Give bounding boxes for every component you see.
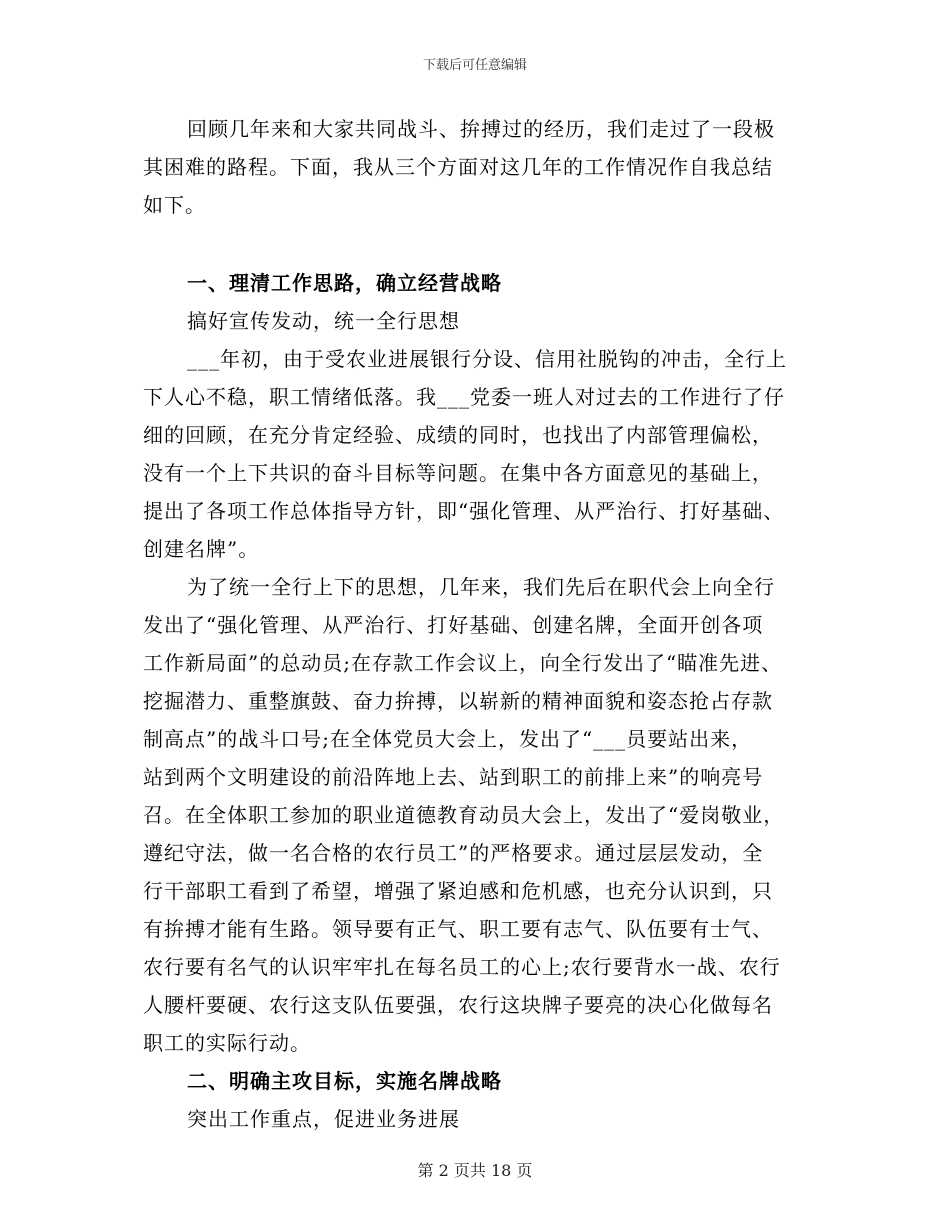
text-line: 行干部职工看到了希望，增强了紧迫感和危机感，也充分认识到，只 [143, 879, 773, 903]
text-line: 挖掘潜力、重整旗鼓、奋力拚搏，以崭新的精神面貌和姿态抢占存款 [143, 689, 773, 713]
text-line: ___年初，由于受农业进展银行分设、信用社脱钩的冲击，全行上 [187, 347, 787, 371]
text-line: 如下。 [143, 193, 206, 217]
text-line: 遵纪守法，做一名合格的农行员工”的严格要求。通过层层发动，全 [143, 841, 764, 865]
page-header: 下载后可任意编辑 [422, 58, 527, 73]
paragraph-gap [143, 224, 815, 264]
text-line: 细的回顾，在充分肯定经验、成绩的同时，也找出了内部管理偏松， [143, 423, 773, 447]
text-line: 制高点”的战斗口号;在全体党员大会上，发出了“___员要站出来， [143, 727, 753, 751]
text-line: 没有一个上下共识的奋斗目标等问题。在集中各方面意见的基础上， [143, 461, 773, 485]
text-line: 提出了各项工作总体指导方针，即“强化管理、从严治行、打好基础、 [143, 499, 785, 523]
text-line: 突出工作重点，促进业务进展 [187, 1107, 460, 1131]
text-line: 人腰杆要硬、农行这支队伍要强，农行这块牌子要亮的决心化做每名 [143, 993, 773, 1017]
document-body [143, 110, 815, 1138]
text-line: 有拚搏才能有生路。领导要有正气、职工要有志气、队伍要有士气、 [143, 917, 773, 941]
text-line: 工作新局面”的总动员;在存款工作会议上，向全行发出了“瞄准先进、 [143, 651, 783, 675]
text-line: 召。在全体职工参加的职业道德教育动员大会上，发出了“爱岗敬业， [143, 803, 785, 827]
section-heading: 二、明确主攻目标，实施名牌战略 [187, 1069, 502, 1093]
text-line: 职工的实际行动。 [143, 1031, 311, 1055]
text-line: 站到两个文明建设的前沿阵地上去、站到职工的前排上来”的响亮号 [143, 765, 764, 789]
text-line: 创建名牌”。 [143, 537, 260, 561]
text-line: 搞好宣传发动，统一全行思想 [187, 309, 460, 333]
text-line: 农行要有名气的认识牢牢扎在每名员工的心上;农行要背水一战、农行 [143, 955, 781, 979]
section-heading: 一、理清工作思路，确立经营战略 [187, 271, 502, 295]
page-footer: 第 2 页共 18 页 [417, 1161, 533, 1180]
text-line: 下人心不稳，职工情绪低落。我___党委一班人对过去的工作进行了仔 [143, 385, 785, 409]
text-line: 其困难的路程。下面，我从三个方面对这几年的工作情况作自我总结 [143, 155, 773, 179]
text-line: 为了统一全行上下的思想，几年来，我们先后在职代会上向全行 [187, 575, 775, 599]
text-line: 回顾几年来和大家共同战斗、拚搏过的经历，我们走过了一段极 [187, 117, 775, 141]
text-line: 发出了“强化管理、从严治行、打好基础、创建名牌，全面开创各项 [143, 613, 764, 637]
